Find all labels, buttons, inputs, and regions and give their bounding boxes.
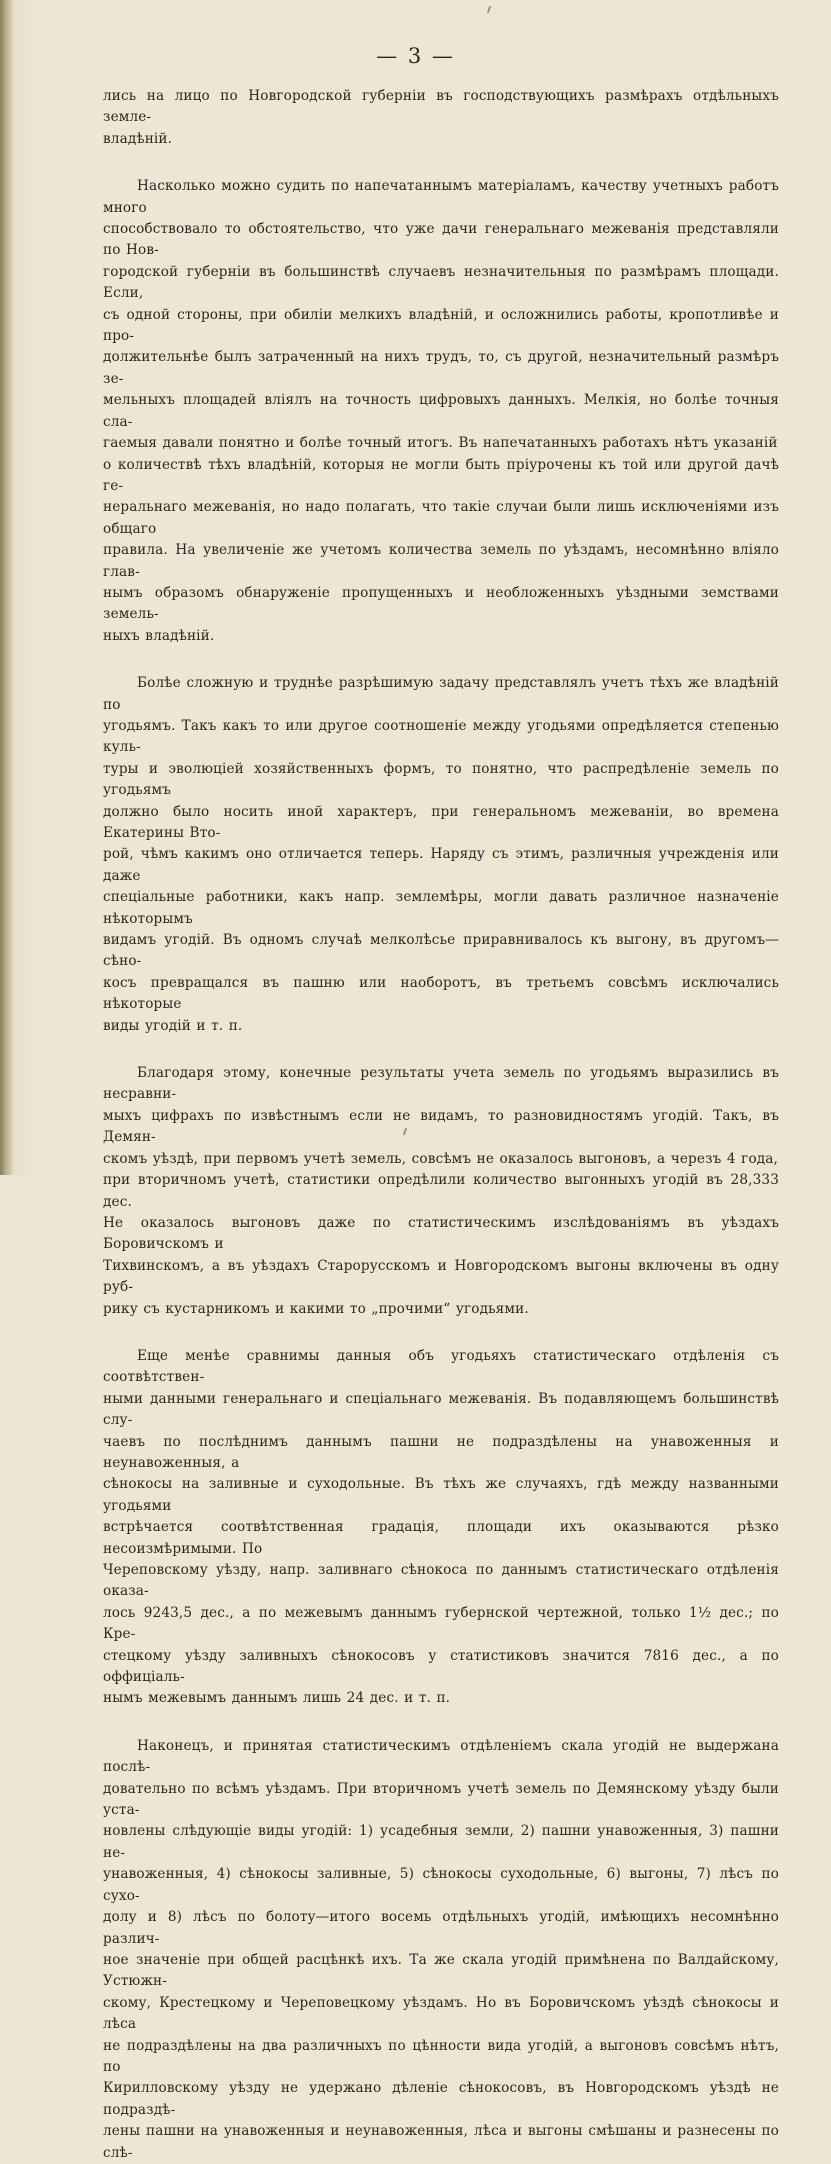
text-line: скому, Крестецкому и Череповецкому уѣздамъ. Но въ Боровичскомъ уѣздѣ сѣнокосы и лѣса bbox=[103, 1994, 779, 2033]
page-number: — 3 — bbox=[376, 44, 455, 68]
text-line: Еще менѣе сравнимы данныя объ угодьяхъ статистическаго отдѣленiя съ соотвѣтствен- bbox=[103, 1347, 779, 1386]
text-line: лены пашни на унавоженныя и неунавоженныя, лѣса и выгоны смѣшаны и разнесены по слѣ- bbox=[103, 2123, 779, 2161]
text-line: Тихвинскомъ, а въ уѣздахъ Старорусскомъ и Новгородскомъ выгоны включены въ одну руб- bbox=[103, 1257, 779, 1296]
text-line: не подраздѣлены на два различныхъ по цѣнности вида угодiй, а выгоновъ совсѣмъ нѣтъ, по bbox=[103, 2037, 779, 2075]
text-line: Болѣе сложную и труднѣе разрѣшимую задачу представлялъ учетъ тѣхъ же владѣнiй по bbox=[103, 675, 779, 713]
text-line: мыхъ цифрахъ по извѣстнымъ если не видамъ, то разновидностямъ угодiй. Такъ, въ Демян- bbox=[103, 1107, 779, 1146]
text-line: новлены слѣдующiе виды угодiй: 1) усадебныя земли, 2) пашни унавоженныя, 3) пашни не- bbox=[103, 1823, 779, 1861]
text-line: рой, чѣмъ какимъ оно отличается теперь. Наряду съ этимъ, различныя учрежденiя или даже bbox=[103, 846, 779, 884]
text-line: Не оказалось выгоновъ даже по статистическимъ изслѣдованiямъ въ уѣздахъ Боровичскомъ и bbox=[103, 1214, 779, 1253]
text-line: скомъ уѣздѣ, при первомъ учетѣ земель, совсѣмъ не оказалось выгоновъ, а черезъ 4 года, bbox=[103, 1150, 779, 1167]
text-line: Насколько можно судить по напечатаннымъ матерiаламъ, качеству учетныхъ работъ много bbox=[103, 178, 779, 216]
text-line: косъ превращался въ пашню или наоборотъ, въ третьемъ совсѣмъ исключались нѣкоторые bbox=[103, 974, 779, 1013]
text-line: сѣнокосы на заливные и суходольные. Въ тѣхъ же случаяхъ, гдѣ между названными угодьями bbox=[103, 1476, 779, 1514]
paragraph-5 bbox=[103, 1346, 779, 1710]
text-line: владѣнiй. bbox=[103, 130, 173, 147]
paragraph-4 bbox=[103, 1063, 779, 1320]
text-line: правила. На увеличенiе же учетомъ количества земель по уѣздамъ, несомнѣнно влiяло глав- bbox=[103, 542, 779, 580]
text-line: ными данными генеральнаго и спецiальнаго межеванiя. Въ подавляющемъ большинствѣ слу- bbox=[103, 1390, 779, 1429]
text-line: Кирилловскому уѣзду не удержано дѣленiе сѣнокосовъ, въ Новгородскомъ уѣздѣ не подраздѣ- bbox=[103, 2080, 779, 2118]
text-line: мельныхъ площадей влiялъ на точность цифровыхъ данныхъ. Мелкiя, но болѣе точныя сла- bbox=[103, 392, 779, 430]
text-line: при вторичномъ учетѣ, статистики опредѣлили количество выгонныхъ угодiй въ 28,333 дес. bbox=[103, 1172, 779, 1210]
text-line: лось 9243,5 дес., а по межевымъ даннымъ губернской чертежной, только 1½ дес.; по Кре- bbox=[103, 1604, 779, 1643]
text-line: Череповскому уѣзду, напр. заливнаго сѣнокоса по даннымъ статистическаго отдѣленiя оказа- bbox=[103, 1562, 779, 1600]
text-line: стецкому уѣзду заливныхъ сѣнокосовъ у статистиковъ значится 7816 дес., а по оффицiаль- bbox=[103, 1647, 779, 1686]
text-line: угодьямъ. Такъ какъ то или другое соотношенiе между угодьями опредѣляется степенью куль- bbox=[103, 717, 779, 756]
text-line: Наконецъ, и принятая статистическимъ отдѣленiемъ скала угодiй не выдержана послѣ- bbox=[103, 1737, 779, 1776]
text-line: ныхъ владѣнiй. bbox=[103, 627, 215, 644]
text-line: туры и эволюцiей хозяйственныхъ формъ, то понятно, что распредѣленiе земель по угодьямъ bbox=[103, 760, 779, 799]
text-line: виды угодiй и т. п. bbox=[103, 1017, 243, 1034]
text-line: должно было носить иной характеръ, при генеральномъ межеванiи, во времена Екатерины Вто- bbox=[103, 803, 779, 841]
text-line: долу и 8) лѣсъ по болоту—итого восемь отдѣльныхъ угодiй, имѣющихъ несомнѣнно различ- bbox=[103, 1909, 779, 1947]
body-text bbox=[103, 86, 779, 2164]
text-line: встрѣчается соотвѣтственная градацiя, площади ихъ оказываются рѣзко несоизмѣримыми. По bbox=[103, 1519, 779, 1557]
text-line: должительнѣе былъ затраченный на нихъ трудъ, то, съ другой, незначительный размѣръ зе- bbox=[103, 349, 779, 387]
text-line: довательно по всѣмъ уѣздамъ. При вторичномъ учетѣ земель по Демянскому уѣзду были уста- bbox=[103, 1780, 779, 1819]
paper-speck bbox=[487, 6, 491, 13]
paragraph-6 bbox=[103, 1736, 779, 2164]
paragraph-2 bbox=[103, 176, 779, 647]
text-line: гаемыя давали понятно и болѣе точный итогъ. Въ напечатанныхъ работахъ нѣтъ указанiй bbox=[103, 435, 778, 452]
text-line: унавоженныя, 4) сѣнокосы заливные, 5) сѣнокосы суходольные, 6) выгоны, 7) лѣсъ по сухо- bbox=[103, 1866, 779, 1904]
text-line: способствовало то обстоятельство, что уже дачи генеральнаго межеванiя представляли по Нов- bbox=[103, 221, 779, 259]
text-line: нымъ образомъ обнаруженiе пропущенныхъ и необложенныхъ уѣздными земствами земель- bbox=[103, 584, 779, 623]
text-line: спецiальные работники, какъ напр. землемѣры, могли давать различное назначенiе нѣкоторымъ bbox=[103, 889, 779, 927]
text-line: рику съ кустарникомъ и какими то „прочими“ угодьями. bbox=[103, 1300, 529, 1317]
text-line: лись на лицо по Новгородской губернiи въ господствующихъ размѣрахъ отдѣльныхъ земле- bbox=[103, 88, 779, 126]
text-line: чаевъ по послѣднимъ даннымъ пашни не подраздѣлены на унавоженныя и неунавоженныя, а bbox=[103, 1433, 779, 1471]
text-line: городской губернiи въ большинствѣ случаевъ незначительныя по размѣрамъ площади. Если, bbox=[103, 263, 779, 302]
paragraph-3 bbox=[103, 673, 779, 1037]
paragraph-1 bbox=[103, 86, 779, 150]
text-line: нымъ межевымъ даннымъ лишь 24 дес. и т. п. bbox=[103, 1690, 451, 1707]
text-line: ное значенiе при общей расцѣнкѣ ихъ. Та же скала угодiй примѣнена по Валдайскому, Устюжн- bbox=[103, 1951, 779, 1990]
text-line: съ одной стороны, при обилiи мелкихъ владѣнiй, и осложнились работы, кропотливѣе и про- bbox=[103, 306, 779, 345]
text-line: видамъ угодiй. Въ одномъ случаѣ мелколѣсье приравнивалось къ выгону, въ другомъ—сѣно- bbox=[103, 932, 779, 970]
text-line: Благодаря этому, конечные результаты учета земель по угодьямъ выразились въ несравни- bbox=[103, 1065, 779, 1103]
text-line: о количествѣ тѣхъ владѣнiй, которыя не могли быть прiурочены къ той или другой дачѣ ге- bbox=[103, 456, 779, 494]
text-line: неральнаго межеванiя, но надо полагать, что такiе случаи были лишь исключенiями изъ общаго bbox=[103, 499, 779, 537]
